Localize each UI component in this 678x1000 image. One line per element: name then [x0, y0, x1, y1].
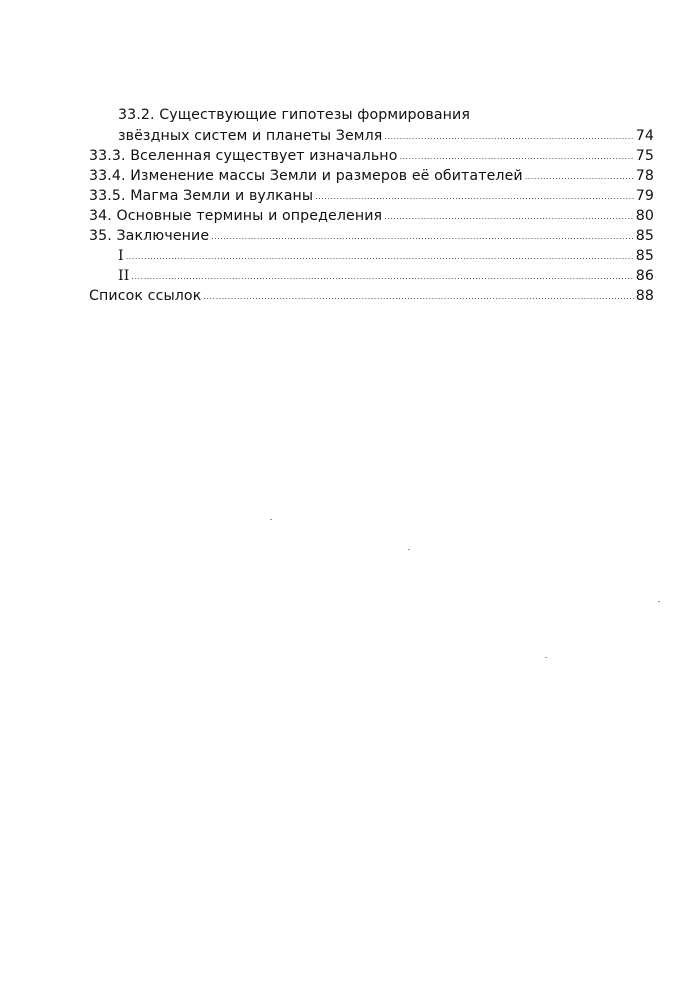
toc-entry-title: 33.3. Вселенная существует изначально [89, 148, 398, 164]
toc-entry-33-4[interactable] [89, 166, 654, 186]
toc-leader-dots [399, 147, 633, 167]
toc-page-number: 85 [635, 228, 654, 244]
toc-entry-line [89, 126, 654, 146]
toc-leader-dots [203, 287, 633, 307]
toc-page-number: 88 [635, 288, 654, 304]
toc-leader-dots [315, 187, 634, 207]
toc-page-number: 75 [635, 148, 654, 164]
toc-entry-title-line [89, 105, 654, 126]
toc-leader-dots [131, 267, 633, 287]
scan-speck [270, 519, 272, 520]
toc-page-number: 79 [635, 188, 654, 204]
toc-leader-dots [211, 227, 634, 247]
toc-page-number: 78 [635, 168, 654, 184]
table-of-contents [89, 105, 654, 306]
toc-entry-title: 33.4. Изменение массы Земли и размеров её обитателей [89, 168, 523, 184]
toc-entry-33-2[interactable] [89, 105, 654, 146]
toc-leader-dots [525, 167, 634, 187]
scan-speck [658, 601, 660, 602]
toc-entry-references[interactable] [89, 286, 654, 306]
toc-page-number: 80 [635, 208, 654, 224]
toc-entry-title: 33.5. Магма Земли и вулканы [89, 188, 314, 204]
toc-entry-title: II [118, 268, 130, 284]
toc-leader-dots [384, 207, 634, 227]
toc-page-number: 74 [635, 128, 654, 144]
toc-entry-title: 35. Заключение [89, 228, 210, 244]
toc-entry-33-5[interactable] [89, 186, 654, 206]
toc-entry-34[interactable] [89, 206, 654, 226]
toc-entry-title-continuation: звёздных систем и планеты Земля [118, 128, 383, 144]
toc-page-number: 85 [635, 248, 654, 264]
toc-entry-title: 33.2. Существующие гипотезы формирования [118, 107, 470, 123]
toc-entry-35[interactable] [89, 226, 654, 246]
toc-page-number: 86 [635, 268, 654, 284]
toc-entry-title: Список ссылок [89, 288, 202, 304]
toc-leader-dots [126, 247, 634, 267]
toc-leader-dots [384, 127, 633, 147]
toc-entry-title: I [118, 248, 124, 264]
scan-speck [545, 657, 547, 658]
toc-entry-title: 34. Основные термины и определения [89, 208, 383, 224]
scan-speck [408, 549, 410, 550]
toc-entry-35-i[interactable] [89, 246, 654, 266]
toc-entry-35-ii[interactable] [89, 266, 654, 286]
toc-entry-33-3[interactable] [89, 146, 654, 166]
